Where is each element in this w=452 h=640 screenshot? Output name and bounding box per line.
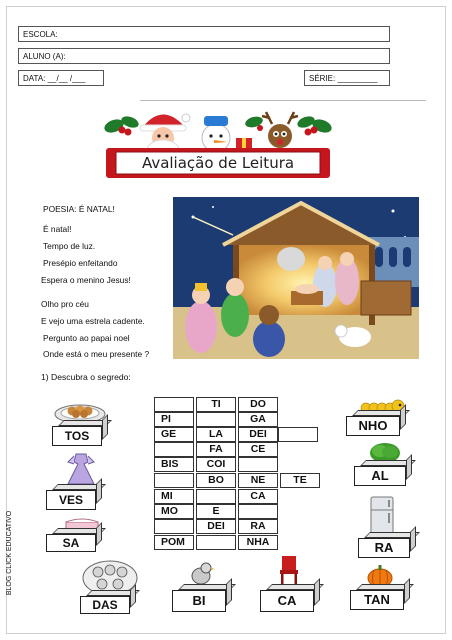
word-block-tan: TAN	[350, 584, 410, 610]
grid-cell	[154, 442, 194, 457]
grid-cell	[154, 397, 194, 412]
divider-line	[140, 100, 426, 101]
poem-line: Pergunto ao papai noel	[43, 333, 130, 343]
grid-cell: DEI	[238, 427, 278, 442]
poem-line: Olho pro céu	[41, 299, 89, 309]
word-block-sa: SA	[46, 528, 102, 552]
nativity-scene-image	[173, 197, 419, 359]
syllable-grid	[154, 397, 322, 553]
grid-cell	[196, 489, 236, 504]
grid-cell: BO	[196, 473, 236, 488]
grid-cell	[278, 427, 318, 442]
poem-line: Tempo de luz.	[43, 241, 96, 251]
grid-cell: E	[196, 504, 236, 519]
poem-line: E vejo uma estrela cadente.	[41, 316, 145, 326]
word-block-al: AL	[354, 460, 412, 486]
grid-cell: NE	[238, 473, 278, 488]
word-block-tos: TOS	[52, 420, 108, 446]
poem-line: É natal!	[43, 224, 72, 234]
banner-title: Avaliação de Leitura	[141, 154, 295, 172]
aluno-field[interactable]: ALUNO (A):	[18, 48, 390, 64]
serie-field[interactable]: SÉRIE: _________	[304, 70, 390, 86]
grid-cell	[196, 412, 236, 427]
poem-title: POESIA: É NATAL!	[43, 204, 115, 214]
grid-cell: MI	[154, 489, 194, 504]
grid-cell: BIS	[154, 457, 194, 472]
grid-cell: GE	[154, 427, 194, 442]
escola-field[interactable]: ESCOLA:	[18, 26, 390, 42]
fridge-image	[370, 496, 394, 536]
grid-cell	[238, 457, 278, 472]
grid-cell: NHA	[238, 535, 278, 550]
grid-cell: DEI	[196, 519, 236, 534]
grid-cell: MO	[154, 504, 194, 519]
poem-line: Presépio enfeitando	[43, 258, 118, 268]
grid-cell: GA	[238, 412, 278, 427]
blog-watermark-text: BLOG CLICK EDUCATIVO	[6, 510, 13, 596]
grid-cell: RA	[238, 519, 278, 534]
grid-cell: TI	[196, 397, 236, 412]
grid-cell: CE	[238, 442, 278, 457]
word-block-nho: NHO	[346, 410, 406, 436]
grid-cell: LA	[196, 427, 236, 442]
grid-cell: PI	[154, 412, 194, 427]
grid-cell: DO	[238, 397, 278, 412]
word-block-ca: CA	[260, 584, 320, 612]
grid-cell: TE	[280, 473, 320, 488]
poem-line: Onde está o meu presente ?	[43, 349, 150, 359]
grid-cell: CA	[238, 489, 278, 504]
grid-cell: FA	[196, 442, 236, 457]
dress-image	[64, 452, 98, 486]
question-label: 1) Descubra o segredo:	[41, 372, 131, 382]
grid-cell	[154, 473, 194, 488]
word-block-das: DAS	[80, 590, 136, 614]
grid-cell: POM	[154, 535, 194, 550]
poem-line: Espera o menino Jesus!	[41, 275, 131, 285]
word-block-ra: RA	[358, 532, 416, 558]
word-block-bi: BI	[172, 584, 232, 612]
chair-image	[278, 554, 300, 586]
grid-cell: COI	[196, 457, 236, 472]
grid-cell	[154, 519, 194, 534]
banner	[104, 108, 332, 180]
grid-cell	[196, 535, 236, 550]
grid-cell	[238, 504, 278, 519]
word-block-ves: VES	[46, 484, 102, 510]
data-field[interactable]: DATA: __/__ /___	[18, 70, 104, 86]
